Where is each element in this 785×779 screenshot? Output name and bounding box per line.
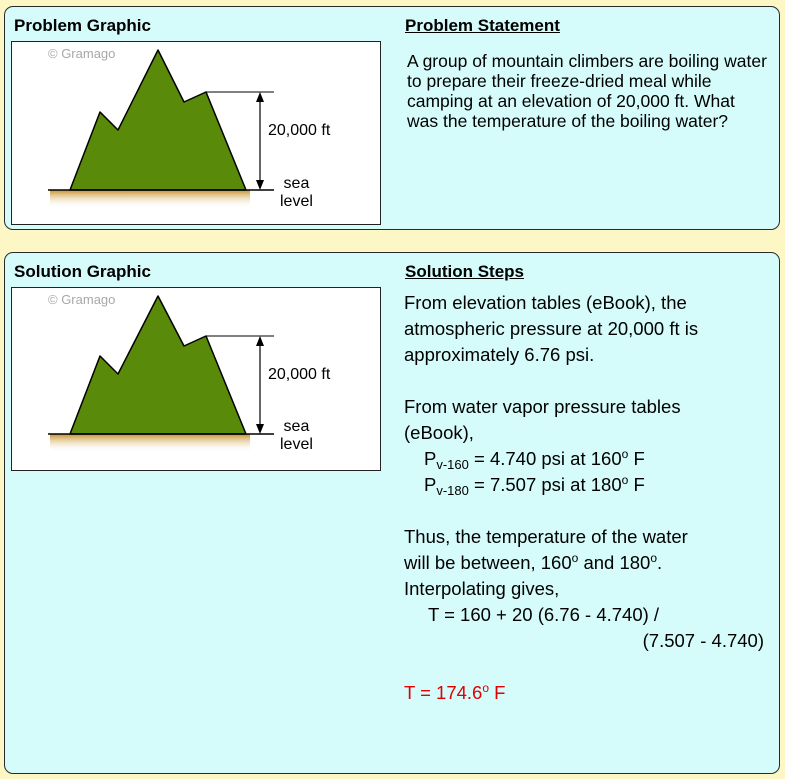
sea-label-line-2: level: [280, 193, 313, 210]
problem-graphic: [11, 41, 381, 225]
sea-level-label: [280, 175, 313, 211]
step3-line2: will be between, 160$^o$ and 180$^o$.: [404, 551, 663, 573]
ground: [50, 434, 250, 452]
solution-steps-text: [404, 290, 774, 706]
problem-graphic-heading: Problem Graphic: [14, 16, 151, 35]
step1-line1: From elevation tables (eBook), the: [404, 292, 687, 313]
sea-label-line-1: sea: [283, 418, 310, 435]
ground: [50, 190, 250, 208]
step2-line2: (eBook),: [404, 422, 474, 443]
solution-graphic-heading: Solution Graphic: [14, 262, 151, 281]
problem-statement-heading: Problem Statement: [405, 16, 560, 35]
step3-line1: Thus, the temperature of the water: [404, 526, 688, 547]
sea-level-label: [280, 418, 313, 454]
arrowhead-down: [256, 424, 264, 434]
result-line: $T = 174.6^o$ F: [404, 681, 506, 703]
pv180-line: $P_{v-180} = 7.507$ psi at 180$^o$ F: [424, 473, 645, 498]
problem-panel: [4, 6, 780, 230]
mountain: [70, 296, 246, 434]
arrowhead-down: [256, 180, 264, 190]
copyright-text: © Gramago: [48, 46, 116, 61]
step3-line3: Interpolating gives,: [404, 578, 560, 599]
solution-graphic: [11, 287, 381, 471]
elevation-label: 20,000 ft: [268, 122, 331, 139]
pv160-line: $P_{v-160} = 4.740$ psi at 160$^o$ F: [424, 447, 645, 472]
copyright-text: © Gramago: [48, 292, 116, 307]
sea-label-line-2: level: [280, 436, 313, 453]
step1-line3: approximately 6.76 psi.: [404, 344, 595, 365]
sea-label-line-1: sea: [283, 175, 310, 192]
arrowhead-up: [256, 336, 264, 346]
step2-line1: From water vapor pressure tables: [404, 396, 681, 417]
equation-line2: (7.507 - 4.740): [642, 630, 764, 651]
step1-line2: atmospheric pressure at 20,000 ft is: [404, 318, 699, 339]
solution-steps-heading: Solution Steps: [405, 262, 524, 281]
mountain: [70, 50, 246, 190]
problem-statement-text: A group of mountain climbers are boiling water to prepare their freeze-dried meal while camping at an elevation of 20,000 ft. What was the temperature of the boiling water?: [407, 51, 767, 131]
elevation-label: 20,000 ft: [268, 366, 331, 383]
arrowhead-up: [256, 92, 264, 102]
equation-line1: T = 160 + 20 (6.76 - 4.740) /: [428, 604, 660, 625]
